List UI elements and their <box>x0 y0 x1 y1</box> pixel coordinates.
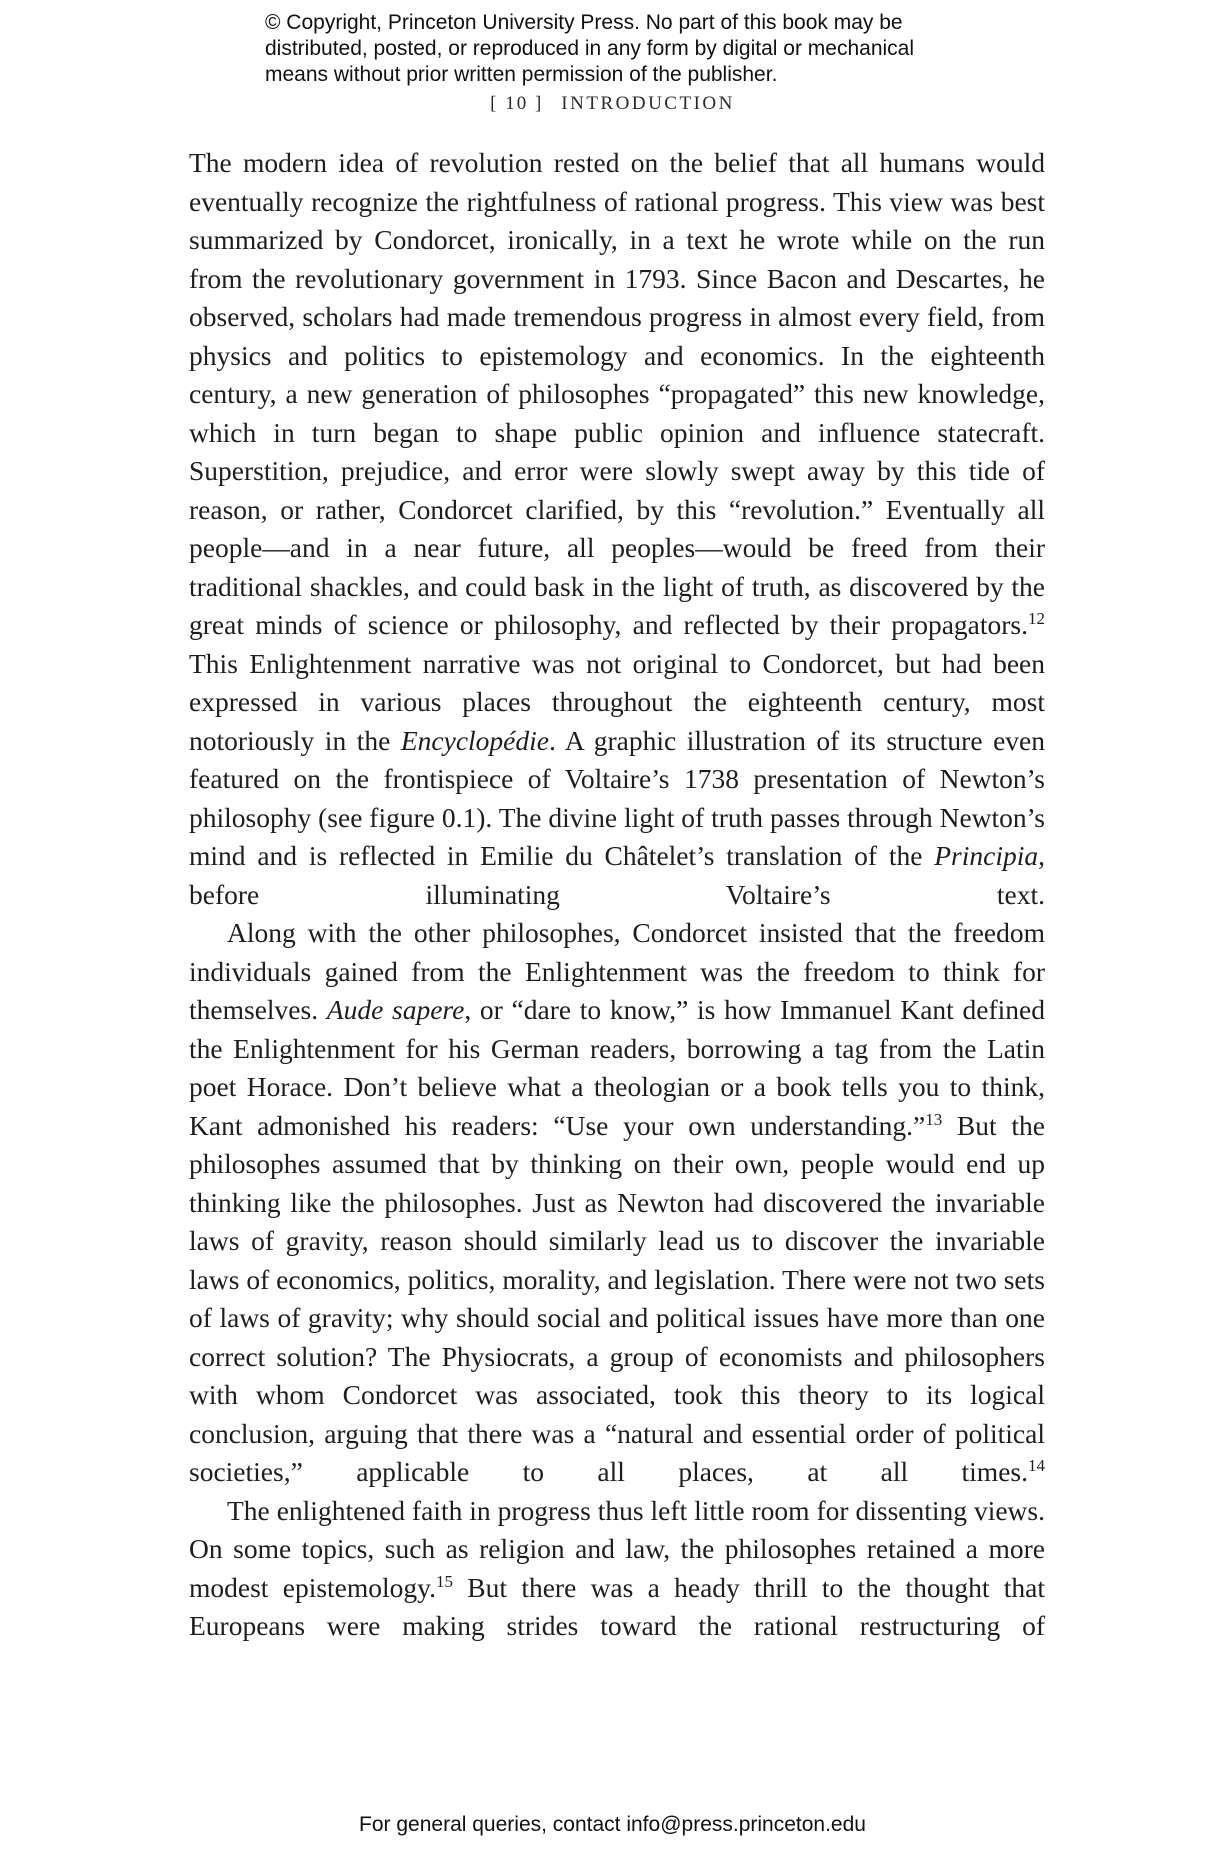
text-run: But the philosophes assumed that by thinking on their own, people would end up thinking like the philosophes. Just as Newton had discovered the invariable laws of gravity, reason should similarly lead us to discover the invariable laws of economics, politics, morality, and legislation. There were not two sets of laws of gravity; why should social and political issues have more than one correct solution? The Physiocrats, a group of economists and philosophers with whom Condorcet was associated, took this theory to its logical conclusion, arguing that there was a “natural and essential order of political societies,” applicable to all places, at all times. <box>189 1109 1045 1487</box>
text-run: This Enlightenment narrative was not original to Condorcet, but had been expressed in various places throughout the eighteenth century, most notoriously in the <box>189 647 1045 756</box>
italic-title: Principia <box>934 840 1039 871</box>
italic-phrase: Aude sapere <box>326 994 465 1025</box>
paragraph <box>189 1492 1045 1646</box>
chapter-title: INTRODUCTION <box>561 93 735 114</box>
text-run: , or “dare to know,” is how Immanuel Kant defined the Enlightenment for his German readers, borrowing a tag from the Latin poet Horace. Don’t believe what a theologian or a book tells you to think, Kant admonished his readers: “Use your own understanding.” <box>189 994 1045 1141</box>
italic-title: Encyclopédie <box>400 724 549 756</box>
text-run: The enlightened faith in progress thus left little room for dissenting views. On some topics, such as religion and law, the philosophes retained a more modest epistemology. <box>189 1494 1045 1603</box>
paragraph <box>189 914 1045 1492</box>
page-number: [ 10 ] <box>490 93 544 114</box>
footnote-ref: 15 <box>436 1571 453 1591</box>
running-head <box>0 93 1225 115</box>
text-run: , before illuminating Voltaire’s text. <box>189 840 1045 910</box>
footnote-ref: 12 <box>1028 609 1045 628</box>
copyright-line: distributed, posted, or reproduced in any form by digital or mechanical <box>265 37 915 60</box>
copyright-notice <box>265 10 985 88</box>
footer-contact: For general queries, contact info@press.princeton.edu <box>359 1813 866 1836</box>
paragraph <box>189 144 1045 914</box>
text-run: . A graphic illustration of its structure even featured on the frontispiece of Voltaire’s 1738 presentation of Newton’s philosophy (see figure 0.1). The divine light of truth passes through Newton’s mind and is reflected in Emilie du Châtelet’s translation of the <box>189 724 1045 871</box>
text-run: Along with the other philosophes, Condorcet insisted that the freedom individuals gained from the Enlightenment was the freedom to think for themselves. <box>189 917 1045 1025</box>
body-text <box>189 144 1045 1646</box>
copyright-line: © Copyright, Princeton University Press. No part of this book may be <box>265 11 903 34</box>
copyright-line: means without prior written permission of the publisher. <box>265 63 778 86</box>
footnote-ref: 13 <box>925 1109 943 1129</box>
text-run: The modern idea of revolution rested on the belief that all humans would eventually recognize the rightfulness of rational progress. This view was best summarized by Condorcet, ironically, in a text he wrote while on the run from the revolutionary government in 1793. Since Bacon and Descartes, he observed, scholars had made tremendous progress in almost every field, from physics and politics to epistemology and economics. In the eighteenth century, a new generation of philosophes “propagated” this new knowledge, which in turn began to shape public opinion and influence statecraft. Superstition, prejudice, and error were slowly swept away by this tide of reason, or rather, Condorcet clarified, by this “revolution.” Eventually all people—and in a near future, all peoples—would be freed from their traditional shackles, and could bask in the light of truth, as discovered by the great minds of science or philosophy, and reflected by their propagators. <box>189 147 1045 640</box>
footnote-ref: 14 <box>1028 1456 1045 1475</box>
text-run: But there was a heady thrill to the thought that Europeans were making strides toward the rational restructuring of <box>189 1571 1045 1641</box>
